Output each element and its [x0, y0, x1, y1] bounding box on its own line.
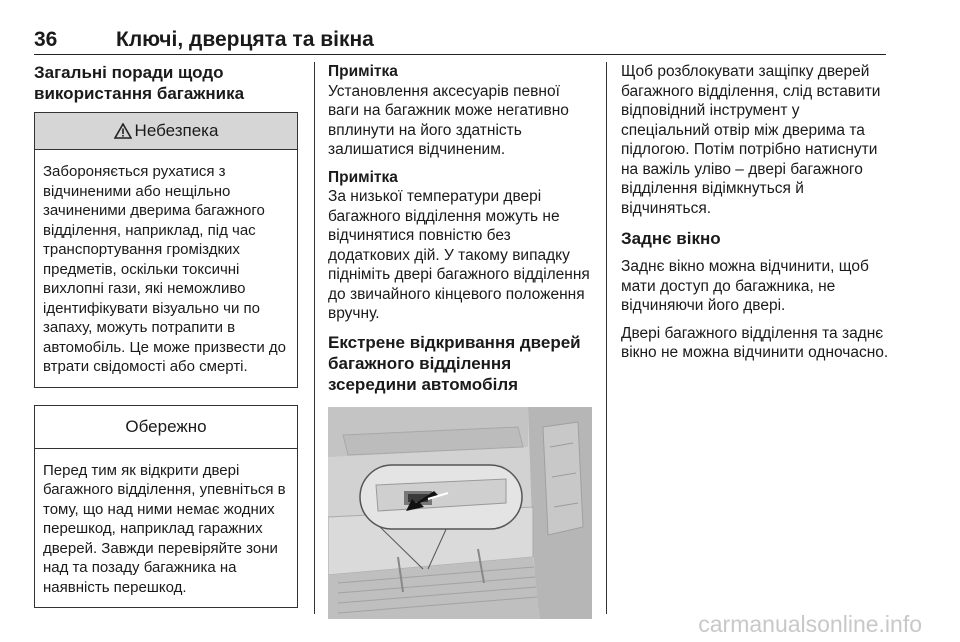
note-text: За низької температури двері багажного відділення можуть не відчинятися повністю без додаткових дій. У такому випадку підніміть двері багажного відділення до звичайного кінцевого положення вручну. — [328, 188, 590, 322]
paragraph-rear-window: Заднє вікно можна відчинити, щоб мати доступ до багажника, не відчиняючи його двері. — [621, 258, 869, 314]
danger-title: Небезпека — [134, 121, 219, 140]
danger-text: Забороняється рухатися з відчиненими або нещільно зачиненими дверима багажного відділення, наприклад, під час транспортування громіздких предметів, оскільки токсичні вихлопні гази, які неможливо ідентифікувати візуально чи по запаху, можуть потрапити в автомобіль. Це може призвести до втрати свідомості або смерті. — [43, 163, 287, 375]
paragraph-rear-window-note: Двері багажного відділення та заднє вікно не можна відчинити одночасно. — [621, 324, 889, 361]
danger-box — [34, 112, 298, 388]
caution-text: Перед тим як відкрити двері багажного відділення, упевніться в тому, що над ними немає жодних перешкод, наприклад гаражних дверей. Завжди перевіряйте зони над та позаду багажника на наявність перешкод. — [43, 461, 286, 596]
caution-box — [34, 405, 298, 609]
column-left — [34, 62, 298, 608]
caution-title: Обережно — [125, 416, 207, 436]
caution-box-header — [35, 406, 297, 449]
column-divider — [314, 62, 315, 614]
column-divider — [606, 62, 607, 614]
tailgate-release-illustration — [328, 407, 592, 619]
note-label: Примітка — [328, 63, 398, 80]
paragraph-unlock-instructions: Щоб розблокувати защіпку дверей багажного відділення, слід вставити відповідний інструмент у спеціальний отвір між дверима та підлогою. Потім потрібно натиснути на важіль уліво – двері багажного відділення відімкнуться й відчиняться. — [621, 63, 881, 217]
tailgate-interior-drawing — [328, 407, 592, 619]
column-right — [621, 62, 891, 371]
page-header — [34, 28, 886, 55]
column-middle — [328, 62, 592, 619]
warning-triangle-icon — [114, 123, 132, 139]
note-label: Примітка — [328, 168, 398, 186]
chapter-title: Ключі, дверцята та вікна — [116, 28, 374, 51]
page-number: 36 — [34, 28, 58, 51]
section-heading-trunk-tips: Загальні поради щодо використання багажника — [34, 63, 245, 103]
note-text: Установлення аксесуарів певної ваги на багажник може негативно вплинути на його здатність залишатися відчиненим. — [328, 82, 569, 158]
section-heading-rear-window: Заднє вікно — [621, 229, 721, 248]
section-heading-emergency-opening: Екстрене відкривання дверей багажного відділення зсередини автомобіля — [328, 332, 581, 394]
danger-box-header — [35, 113, 297, 150]
watermark: carmanualsonline.info — [698, 611, 922, 637]
